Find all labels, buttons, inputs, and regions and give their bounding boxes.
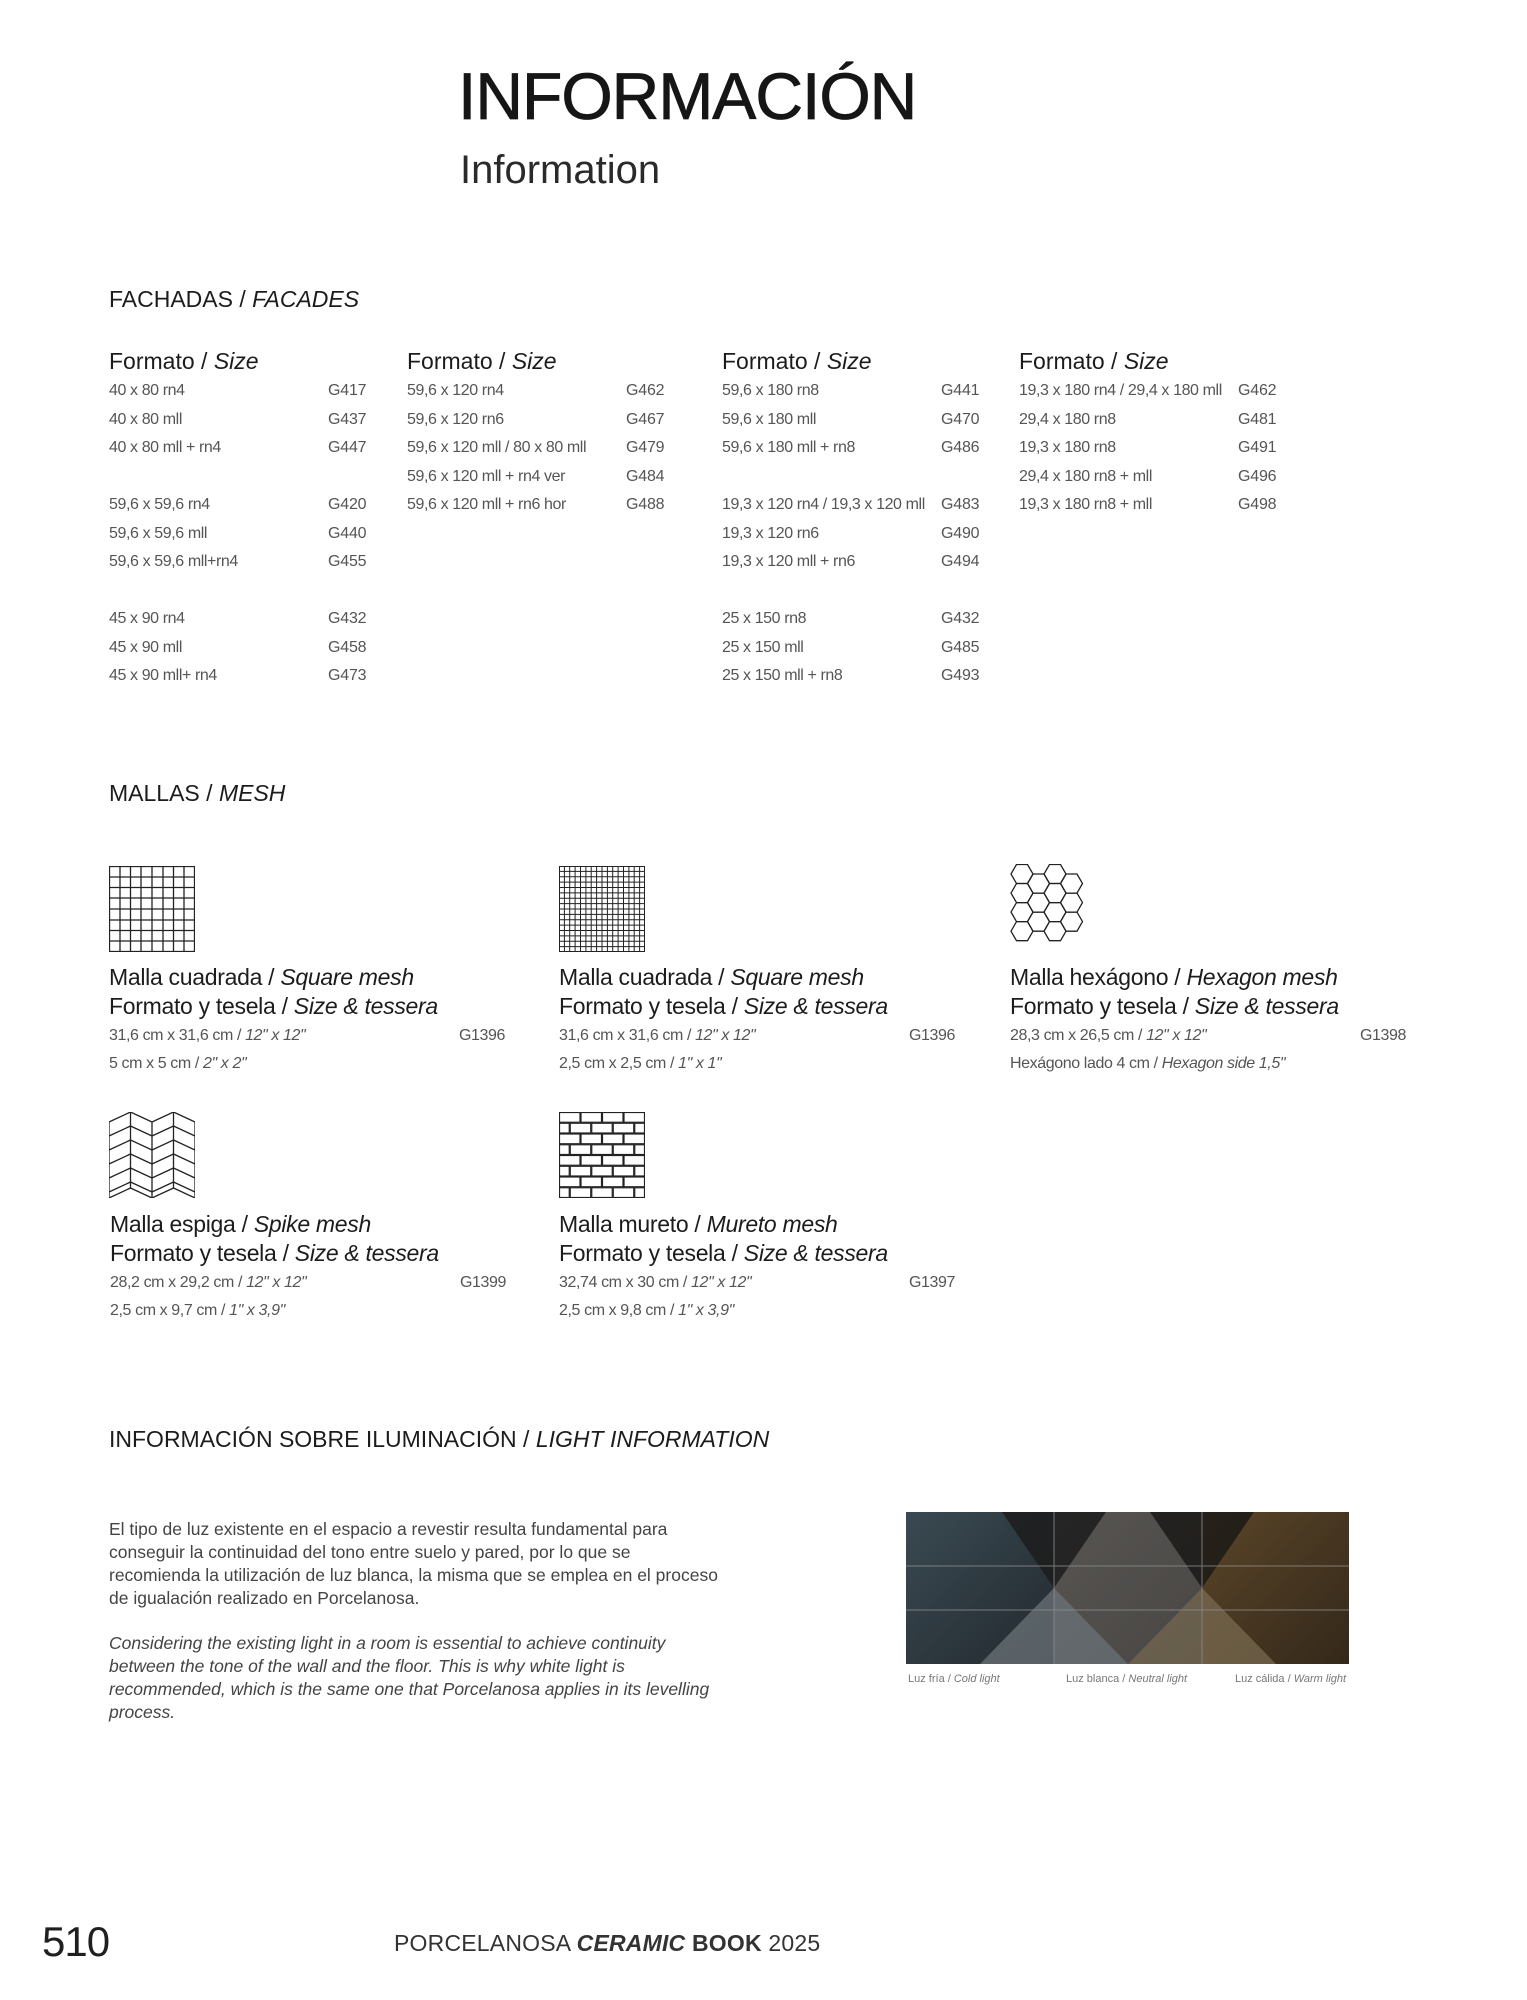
neutral-light-label: Luz blanca / Neutral light: [1066, 1673, 1188, 1685]
facade-size: 19,3 x 180 rn8: [1019, 439, 1116, 456]
facade-code: G496: [1238, 467, 1277, 485]
mesh-code: G1396: [909, 1027, 956, 1044]
facade-code: G420: [328, 496, 367, 513]
facade-code: G462: [1238, 382, 1277, 399]
mesh-size: 31,6 cm x 31,6 cm / 12" x 12": [109, 1027, 306, 1044]
light-paragraph-es: El tipo de luz existente en el espacio a revestir resulta fundamental para conseguir la continuidad del tono entre suelo y pared, por lo que se recomienda la utilización de luz blanca, la misma que se emplea en el proceso de igualación realizado en Porcelanosa.: [109, 1519, 718, 1608]
mesh-tessera: 2,5 cm x 9,7 cm / 1" x 3,9": [110, 1302, 285, 1319]
facade-size: 59,6 x 120 mll / 80 x 80 mll: [407, 439, 587, 456]
facade-code: G483: [941, 496, 980, 513]
facade-size: 59,6 x 59,6 rn4: [109, 496, 210, 513]
page-subtitle: Information: [460, 148, 661, 192]
square-grid-icon: [109, 866, 195, 952]
page-number: 510: [42, 1918, 110, 1965]
facade-size: 45 x 90 mll+ rn4: [109, 667, 217, 684]
mesh-name: Malla cuadrada / Square mesh: [109, 964, 414, 990]
facade-size: 19,3 x 120 mll + rn6: [722, 553, 855, 570]
facade-code: G498: [1238, 496, 1277, 513]
facade-size: 45 x 90 rn4: [109, 610, 185, 627]
facade-size: 25 x 150 rn8: [722, 610, 807, 627]
facade-size: 29,4 x 180 rn8 + mll: [1019, 467, 1152, 485]
mesh-tessera: 2,5 cm x 9,8 cm / 1" x 3,9": [559, 1302, 734, 1319]
mesh-size-heading: Formato y tesela / Size & tessera: [559, 1240, 888, 1266]
facade-code: G447: [328, 439, 367, 456]
cold-light-label: Luz fría / Cold light: [908, 1673, 1000, 1685]
mesh-size-heading: Formato y tesela / Size & tessera: [109, 993, 438, 1019]
mesh-heading: MALLAS / MESH: [109, 780, 286, 806]
warm-light-label: Luz cálida / Warm light: [1235, 1673, 1347, 1685]
facade-code: G462: [626, 382, 665, 399]
mesh-code: G1397: [909, 1274, 956, 1291]
light-comparison-image: [906, 1512, 1349, 1664]
facade-size: 19,3 x 120 rn4 / 19,3 x 120 mll: [722, 496, 925, 513]
mesh-size: 28,2 cm x 29,2 cm / 12" x 12": [110, 1274, 307, 1291]
facade-code: G432: [941, 610, 980, 627]
facade-size: 25 x 150 mll: [722, 638, 804, 656]
mesh-size: 32,74 cm x 30 cm / 12" x 12": [559, 1274, 752, 1291]
footer-title: PORCELANOSA CERAMIC BOOK 2025: [394, 1930, 821, 1956]
facade-size: 59,6 x 59,6 mll: [109, 524, 208, 542]
brick-grid-icon: [559, 1112, 645, 1198]
facades-column-heading: Formato / Size: [109, 348, 259, 374]
facade-code: G493: [941, 667, 980, 684]
facade-code: G467: [626, 410, 665, 428]
mesh-size-heading: Formato y tesela / Size & tessera: [110, 1240, 439, 1266]
light-heading: INFORMACIÓN SOBRE ILUMINACIÓN / LIGHT INFORMATION: [109, 1426, 770, 1452]
mesh-code: G1399: [460, 1274, 507, 1291]
facade-code: G470: [941, 410, 980, 428]
mesh-size: 31,6 cm x 31,6 cm / 12" x 12": [559, 1027, 756, 1044]
herringbone-grid-icon: [109, 1112, 195, 1198]
mesh-tessera: 2,5 cm x 2,5 cm / 1" x 1": [559, 1055, 722, 1072]
facade-size: 19,3 x 120 rn6: [722, 524, 819, 542]
hexagon-grid-icon: [1010, 864, 1096, 950]
facade-code: G494: [941, 553, 980, 570]
facade-size: 59,6 x 180 rn8: [722, 382, 819, 399]
facade-code: G455: [328, 553, 367, 570]
facade-code: G473: [328, 667, 367, 684]
facade-size: 59,6 x 120 mll + rn4 ver: [407, 467, 566, 485]
facades-column-heading: Formato / Size: [1019, 348, 1169, 374]
facade-code: G432: [328, 610, 367, 627]
mesh-size: 28,3 cm x 26,5 cm / 12" x 12": [1010, 1027, 1207, 1044]
facade-size: 19,3 x 180 rn4 / 29,4 x 180 mll: [1019, 382, 1222, 399]
mesh-name: Malla espiga / Spike mesh: [110, 1211, 371, 1237]
mesh-tessera: Hexágono lado 4 cm / Hexagon side 1,5": [1010, 1055, 1286, 1072]
facade-size: 40 x 80 mll + rn4: [109, 439, 221, 456]
facade-code: G437: [328, 410, 367, 428]
facade-code: G441: [941, 382, 980, 399]
facade-code: G484: [626, 467, 665, 485]
mesh-tessera: 5 cm x 5 cm / 2" x 2": [109, 1055, 247, 1072]
facade-size: 59,6 x 59,6 mll+rn4: [109, 553, 238, 570]
facade-code: G491: [1238, 439, 1277, 456]
page-title: INFORMACIÓN: [458, 59, 917, 133]
facade-code: G481: [1238, 410, 1277, 428]
facade-code: G440: [328, 524, 367, 542]
facade-size: 59,6 x 180 mll: [722, 410, 817, 428]
mesh-name: Malla mureto / Mureto mesh: [559, 1211, 838, 1237]
facade-code: G488: [626, 496, 665, 513]
mesh-name: Malla hexágono / Hexagon mesh: [1010, 964, 1338, 990]
mesh-size-heading: Formato y tesela / Size & tessera: [559, 993, 888, 1019]
mesh-size-heading: Formato y tesela / Size & tessera: [1010, 993, 1339, 1019]
facade-code: G486: [941, 439, 980, 456]
light-paragraph-en: Considering the existing light in a room is essential to achieve continuity between the tone of the wall and the floor. This is why white light is recommended, which is the same one that Porcelanosa applies in its levelling process.: [109, 1633, 710, 1722]
mesh-name: Malla cuadrada / Square mesh: [559, 964, 864, 990]
facade-size: 40 x 80 mll: [109, 410, 182, 428]
facade-size: 59,6 x 120 mll + rn6 hor: [407, 496, 566, 513]
facade-size: 59,6 x 120 rn6: [407, 410, 504, 428]
fine-square-grid-icon: [559, 866, 645, 952]
facades-column-heading: Formato / Size: [407, 348, 557, 374]
facades-column-heading: Formato / Size: [722, 348, 872, 374]
facade-code: G479: [626, 439, 665, 456]
facade-size: 40 x 80 rn4: [109, 382, 185, 399]
facade-size: 29,4 x 180 rn8: [1019, 410, 1116, 428]
mesh-code: G1398: [1360, 1027, 1407, 1044]
mesh-code: G1396: [459, 1027, 506, 1044]
facade-code: G490: [941, 524, 980, 542]
facade-size: 25 x 150 mll + rn8: [722, 667, 843, 684]
facade-size: 19,3 x 180 rn8 + mll: [1019, 496, 1152, 513]
facade-code: G417: [328, 382, 367, 399]
facades-heading: FACHADAS / FACADES: [109, 286, 360, 312]
facade-size: 45 x 90 mll: [109, 638, 182, 656]
facade-code: G458: [328, 638, 367, 656]
facade-size: 59,6 x 120 rn4: [407, 382, 504, 399]
facade-code: G485: [941, 638, 980, 656]
facade-size: 59,6 x 180 mll + rn8: [722, 439, 855, 456]
